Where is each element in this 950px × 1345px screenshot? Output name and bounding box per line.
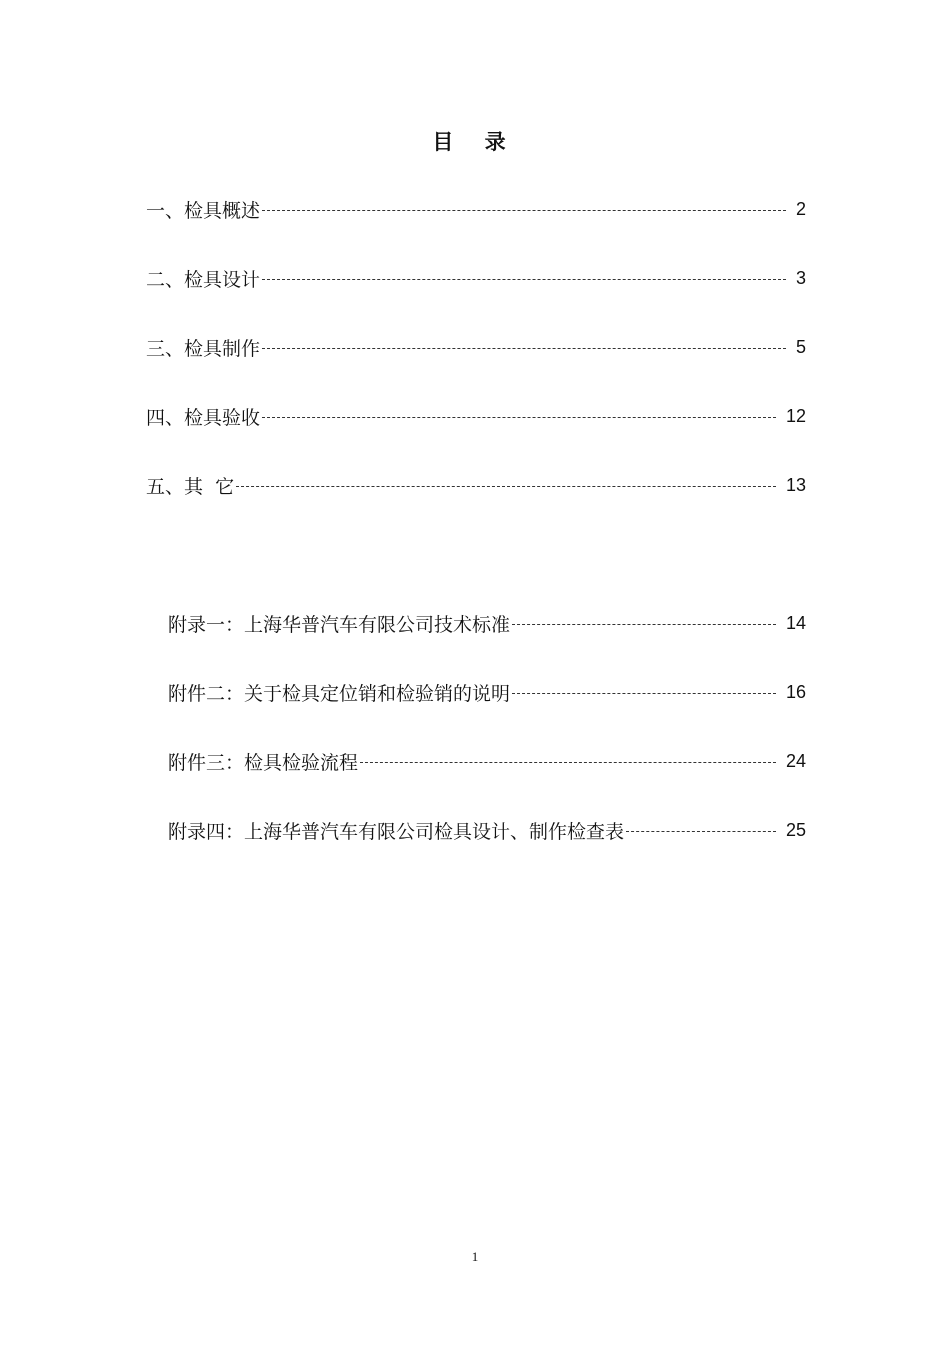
toc-entry-label: 附件二：关于检具定位销和检验销的说明: [168, 682, 511, 705]
toc-leader: [236, 486, 776, 487]
toc-leader: [512, 693, 776, 694]
toc-entry-page: 24: [785, 750, 806, 771]
toc-entry-label: 五、其 它: [146, 475, 235, 498]
toc-entry-page: 5: [795, 336, 806, 357]
toc-entry: [146, 264, 806, 292]
toc-entry-page: 2: [795, 198, 806, 219]
toc-leader: [262, 348, 786, 349]
toc-entry-label: 二、检具设计: [146, 268, 261, 291]
toc-appendix-entry: [168, 747, 806, 775]
page-number: 1: [471, 1249, 479, 1264]
toc-entry-page: 16: [785, 681, 806, 702]
toc-entry-label: 附录四：上海华普汽车有限公司检具设计、制作检查表: [168, 820, 625, 843]
toc-entry: [146, 195, 806, 223]
toc-leader: [626, 831, 776, 832]
toc-appendix-entry: [168, 609, 806, 637]
toc-entry-label: 四、检具验收: [146, 406, 261, 429]
toc-appendix-entry: [168, 678, 806, 706]
toc-entry-page: 14: [785, 612, 806, 633]
toc-title: 目 录: [432, 130, 518, 154]
toc-entry-label: 三、检具制作: [146, 337, 261, 360]
toc-entry: [146, 471, 806, 499]
toc-entry-page: 3: [795, 267, 806, 288]
toc-leader: [262, 279, 786, 280]
toc-entry: [146, 402, 806, 430]
toc-entry-page: 13: [785, 474, 806, 495]
toc-entry-page: 25: [785, 819, 806, 840]
toc-entry-label: 一、检具概述: [146, 199, 261, 222]
toc-entry-label: 附件三：检具检验流程: [168, 751, 359, 774]
toc-leader: [262, 417, 776, 418]
toc-leader: [262, 210, 786, 211]
toc-entry-label: 附录一：上海华普汽车有限公司技术标准: [168, 613, 511, 636]
toc-leader: [512, 624, 776, 625]
toc-leader: [360, 762, 776, 763]
toc-entry: [146, 333, 806, 361]
toc-appendix-entry: [168, 816, 806, 844]
toc-entry-page: 12: [785, 405, 806, 426]
